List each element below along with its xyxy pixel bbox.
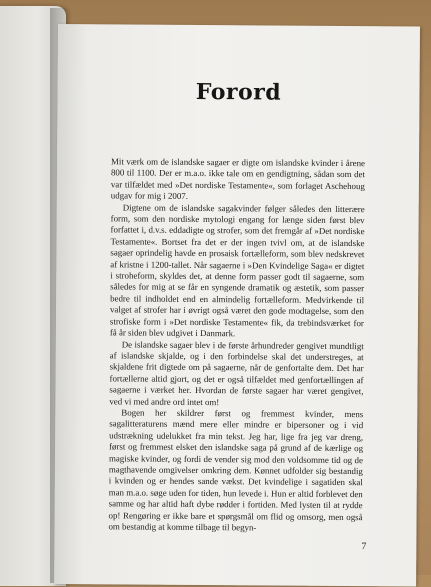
book-page <box>54 24 420 587</box>
paragraph-4: Bogen her skildrer først og fremmest kvinder, mens sagalitteraturens mænd mere eller mindre er bipersoner og i vid udstrækning udelukket fra min tekst. Jeg har, lige fra jeg var dreng, først og fremmest elsket den islandske saga på grund af de kærlige og magiske kvinder, og fordi de vender sig mod den voldsomme tid og de magthavende omgivelser omkring dem. Kønnet udfolder sig bestandig i kvinden og er hendes sande vækst. Det kvindelige i sagatiden skal man m.a.o. søge uden for tiden, hun levede i. Hun er altid forblevet den samme og har altid haft dybe rødder i fortiden. Med lysten til at rydde op! Rengøring er ikke bare et spørgsmål om flid og omsorg, men også om bestandig at komme tilbage til begyn- <box>108 407 364 533</box>
paragraph-2: Digtene om de islandske sagakvinder følger således den litterære form, som den nordiske mytologi engang for længe siden først blev forfattet i, d.v.s. eddadigte og strofer, som det fremgår af »Det nordiske Testamente«. Bortset fra det er der ingen tvivl om, at de islandske sagaer oprindelig havde en prosaisk fortælleform, som blev nedskrevet af kristne i 1200-tallet. Når sagaerne i »Den Kvindelige Saga« er digtet i stroheform, skyldes det, at denne form passer godt til sagaerne, som således for mig at se får en syngende dramatik og æstetik, som passer bedre til indholdet end en almindelig fortælleform. Medvirkende til valget af strofer har i øvrigt også været den gode modtagelse, som den strofiske form i »Det nordiske Testamente« fik, da trebindsværket for få år siden blev udgivet i Danmark. <box>109 202 365 339</box>
paragraph-3: De islandske sagaer blev i de første århundreder gengivet mundtligt af islandske skjalde, og i den forbindelse skal det understreges, at skjaldene frit digtede om på sagaerne, når de genfortalte dem. Det har fortællerne altid gjort, og det er også tilfældet med genfortællingen af sagaerne i værket her. Hvordan de første sagaer har været gengivet, ved vi med andre ord intet om! <box>109 338 364 407</box>
page-title: Forord <box>195 78 282 106</box>
page-number: 7 <box>361 541 367 553</box>
paragraph-1: Mit værk om de islandske sagaer er digte om islandske kvinder i årene 800 til 1100. Der er m.a.o. ikke tale om en gendigtning, sådan som det var tilfældet med »Det nordiske Testamente«, som forlaget Aschehoug udgav for mig i 2007. <box>110 156 366 202</box>
body-text <box>108 156 365 534</box>
